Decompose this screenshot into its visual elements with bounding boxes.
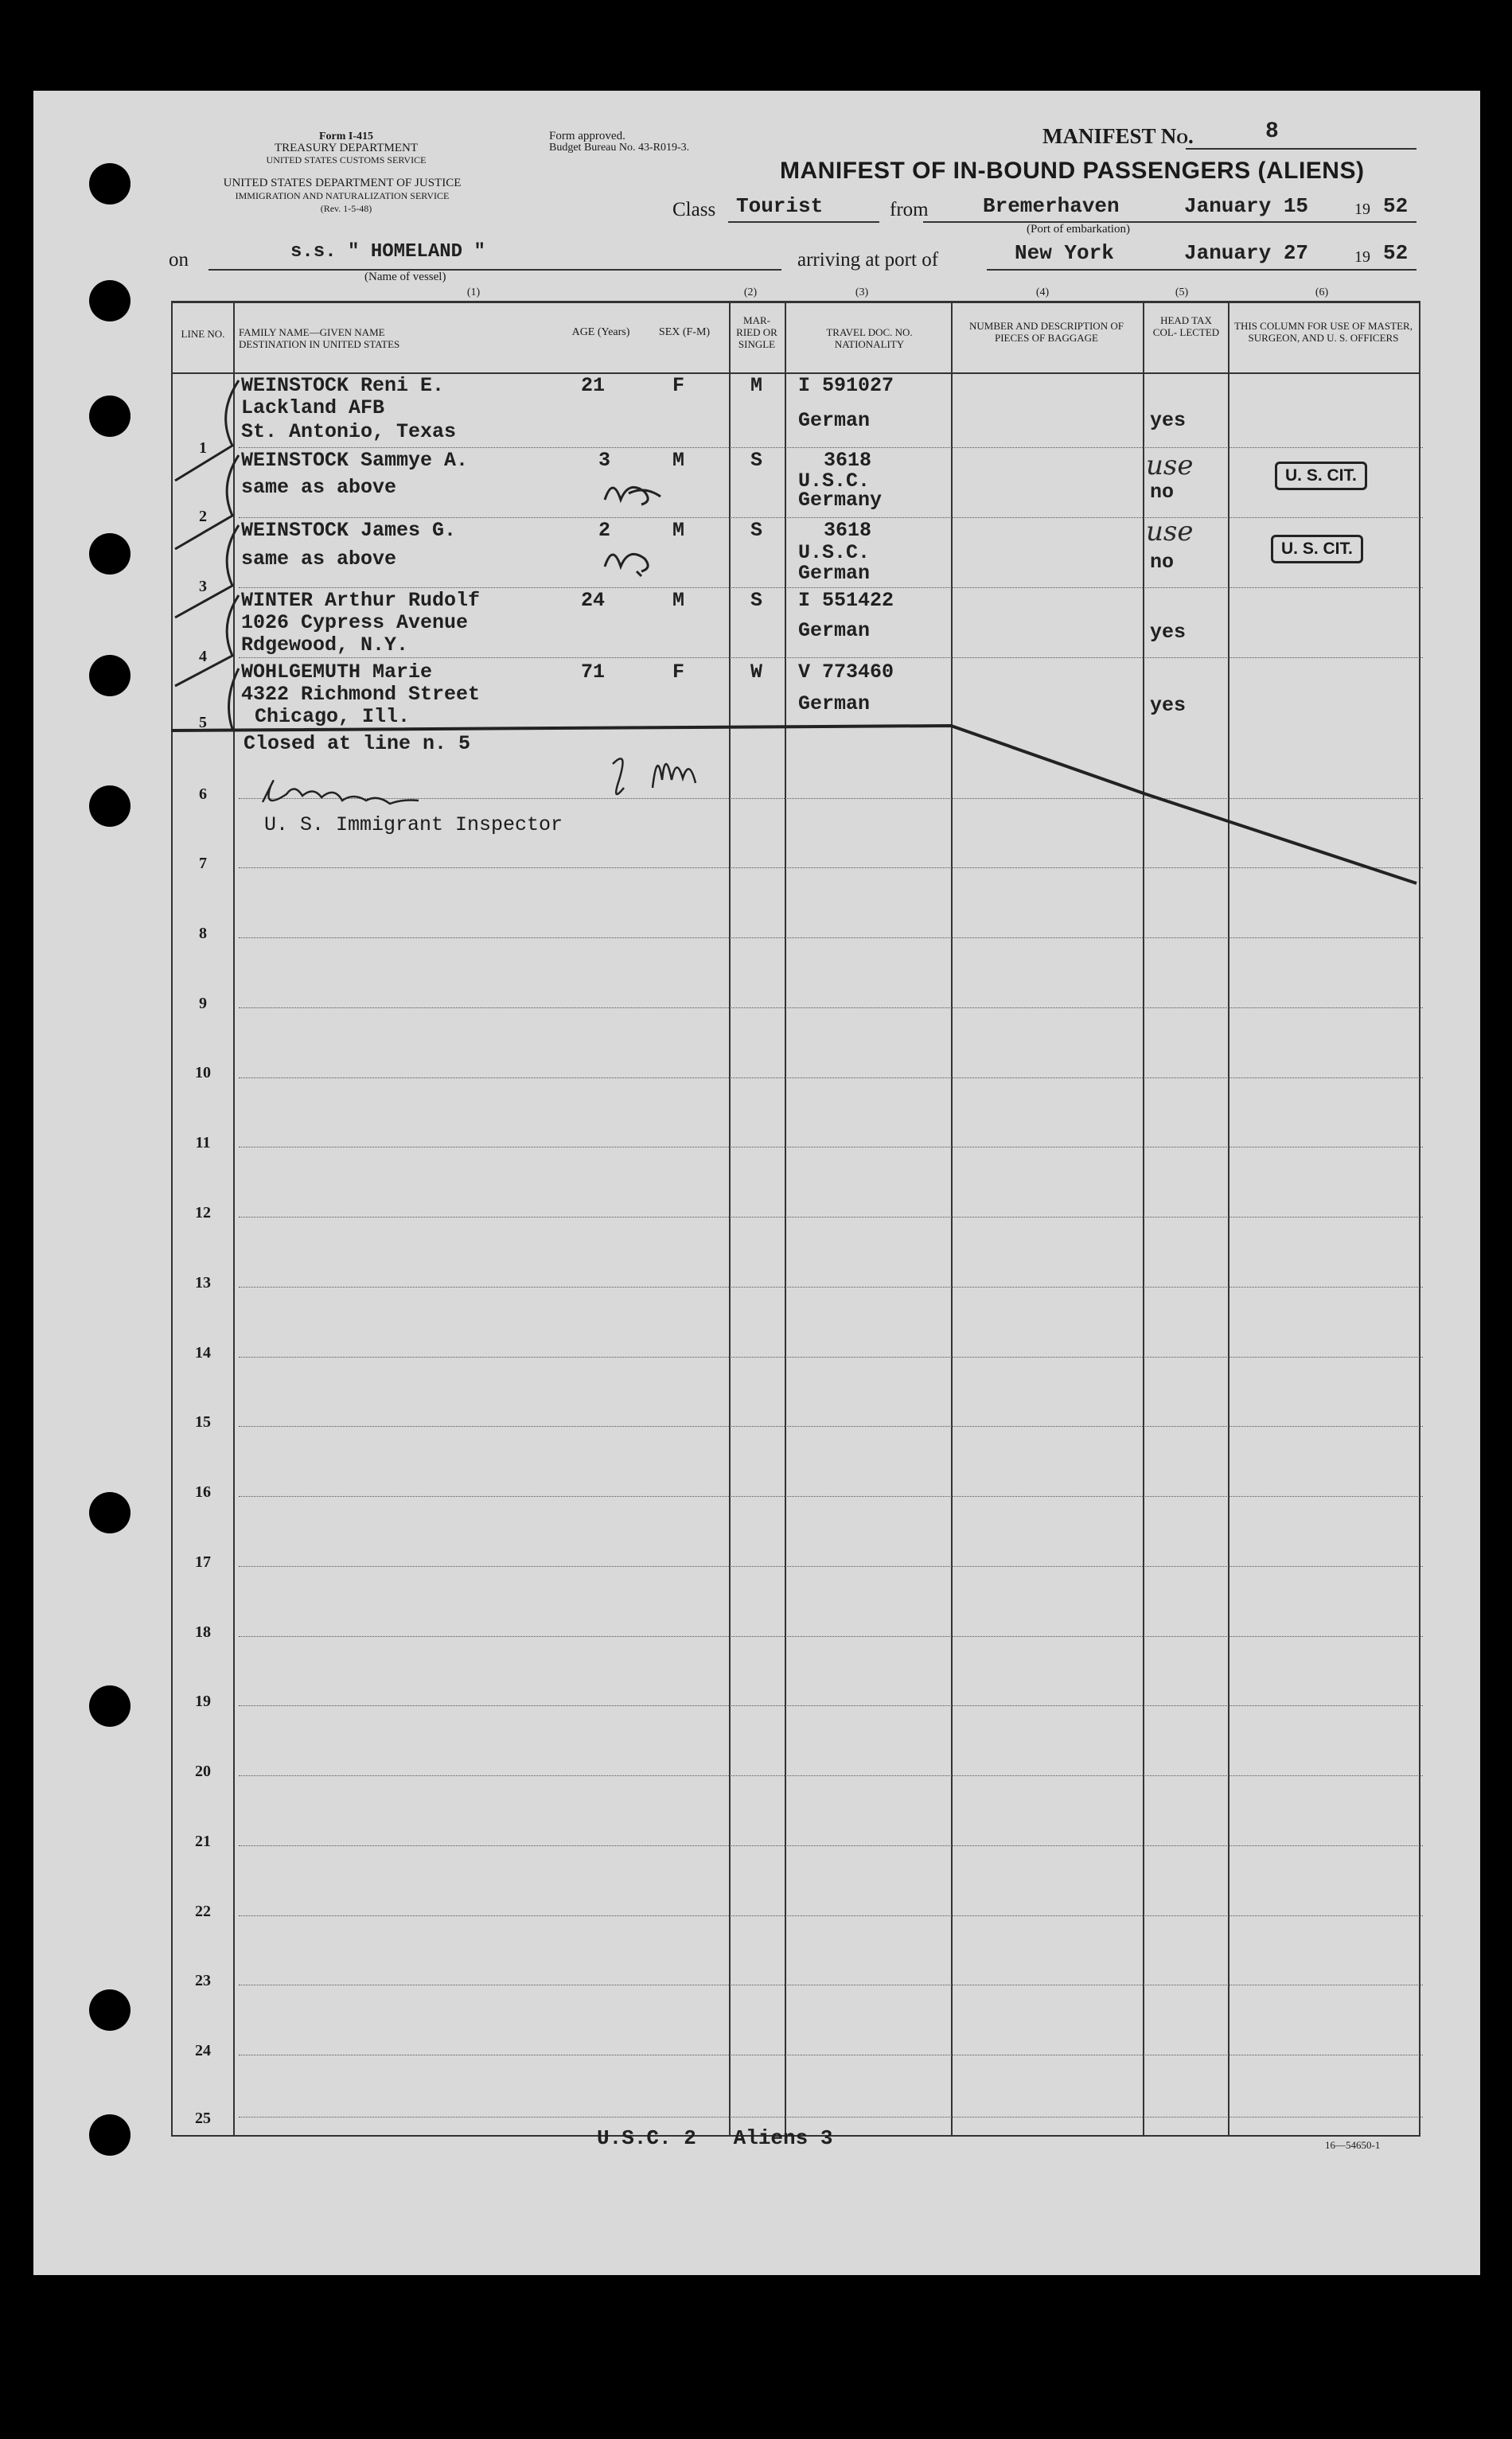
manifest-title: MANIFEST OF IN-BOUND PASSENGERS (ALIENS): [780, 158, 1365, 184]
line-number: 4: [199, 648, 207, 665]
passenger-name: WOHLGEMUTH Marie: [241, 660, 433, 684]
from-date: January 15: [1184, 194, 1309, 218]
entry-bracket: [175, 455, 239, 549]
on-label: on: [169, 249, 189, 271]
line-number: 21: [195, 1833, 211, 1850]
passenger-address: Lackland AFB: [241, 396, 385, 419]
line-number: 11: [195, 1134, 211, 1151]
embark-caption: (Port of embarkation): [1027, 223, 1130, 236]
from-label: from: [890, 199, 929, 220]
passenger-nationality-2: Germany: [798, 489, 883, 512]
passenger-doc: I 551422: [798, 589, 894, 612]
budget-bureau: Budget Bureau No. 43-R019-3.: [549, 142, 690, 154]
passenger-age: 71: [581, 660, 606, 684]
line-number: 6: [199, 785, 207, 803]
initials-mark: [605, 554, 648, 576]
line-number: 3: [199, 578, 207, 595]
entry-bracket: [175, 380, 239, 481]
vessel-caption: (Name of vessel): [364, 271, 446, 283]
passenger-address: same as above: [241, 547, 397, 571]
col-number: (1): [466, 286, 481, 298]
passenger-doc: V 773460: [798, 660, 894, 684]
passenger-age: 21: [581, 374, 606, 397]
from-year: 52: [1383, 194, 1409, 218]
head-tax: no: [1150, 481, 1175, 504]
form-number: Form I-415: [318, 131, 374, 142]
passenger-married: M: [750, 374, 763, 397]
passenger-nationality: German: [798, 692, 871, 715]
passenger-address: same as above: [241, 476, 397, 499]
line-number: 1: [199, 439, 207, 457]
col-number: (6): [1315, 286, 1329, 298]
class-label: Class: [672, 199, 716, 220]
arriving-label: arriving at port of: [797, 249, 939, 271]
line-number: 7: [199, 855, 207, 872]
passenger-nationality: U.S.C.: [798, 541, 871, 564]
passenger-name: WEINSTOCK Sammye A.: [241, 449, 469, 472]
col-head-name: FAMILY NAME—GIVEN NAME DESTINATION IN UNITED STATES: [239, 326, 400, 350]
line-number: 19: [195, 1693, 211, 1710]
passenger-name: WINTER Arthur Rudolf: [241, 589, 481, 612]
entry-bracket: [175, 525, 239, 618]
col-head-headtax: HEAD TAX COL- LECTED: [1152, 314, 1220, 338]
passenger-doc: 3618: [824, 449, 872, 472]
line-number: 23: [195, 1972, 211, 1989]
passenger-married: W: [750, 660, 763, 684]
passenger-doc: I 591027: [798, 374, 894, 397]
passenger-address: 4322 Richmond Street: [241, 683, 481, 706]
entry-bracket: [175, 595, 239, 686]
col-head-baggage: NUMBER AND DESCRIPTION OF PIECES OF BAGGAGE: [969, 320, 1124, 344]
col-number: (4): [1035, 286, 1050, 298]
col-head-travel: TRAVEL DOC. NO. NATIONALITY: [826, 326, 913, 350]
col-head-officers: THIS COLUMN FOR USE OF MASTER, SURGEON, AND U. S. OFFICERS: [1234, 320, 1413, 344]
passenger-sex: F: [672, 660, 685, 684]
year-prefix: 19: [1354, 201, 1370, 218]
usc-stamp: U. S. CIT.: [1275, 462, 1367, 490]
passenger-sex: M: [672, 519, 685, 542]
dept-justice: UNITED STATES DEPARTMENT OF JUSTICE: [223, 177, 462, 189]
from-value: Bremerhaven: [983, 194, 1120, 218]
manifest-no-label: MANIFEST No.: [1042, 124, 1194, 148]
line-number: 5: [199, 714, 207, 731]
line-number: 16: [195, 1483, 211, 1501]
dept-customs: UNITED STATES CUSTOMS SERVICE: [266, 154, 427, 166]
dept-treasury: TREASURY DEPARTMENT: [274, 142, 419, 154]
passenger-sex: M: [672, 589, 685, 612]
passenger-address: St. Antonio, Texas: [241, 420, 457, 443]
passenger-age: 2: [598, 519, 611, 542]
passenger-nationality-2: German: [798, 562, 871, 585]
passenger-married: S: [750, 449, 763, 472]
initials-mark: [605, 487, 661, 505]
line-number: 17: [195, 1553, 211, 1571]
line-number: 12: [195, 1204, 211, 1221]
line-number: 10: [195, 1064, 211, 1081]
vessel-value: s.s. " HOMELAND ": [290, 241, 485, 263]
passenger-age: 24: [581, 589, 606, 612]
inspector-signature: [263, 781, 419, 804]
col-head-sex: SEX (F-M): [658, 326, 711, 338]
line-number: 20: [195, 1763, 211, 1780]
col-head-age: AGE (Years): [571, 326, 630, 338]
passenger-address: Rdgewood, N.Y.: [241, 633, 409, 657]
passenger-married: S: [750, 519, 763, 542]
passenger-address: 1026 Cypress Avenue: [241, 611, 469, 634]
head-tax: yes: [1150, 409, 1187, 432]
port-value: New York: [1015, 241, 1114, 265]
dept-ins: IMMIGRATION AND NATURALIZATION SERVICE: [235, 190, 450, 201]
passenger-name: WEINSTOCK James G.: [241, 519, 457, 542]
passenger-sex: F: [672, 374, 685, 397]
head-tax: yes: [1150, 621, 1187, 644]
line-number: 25: [195, 2110, 211, 2127]
totals-summary: U.S.C. 2 Aliens 3: [597, 2126, 833, 2150]
col-number: (5): [1175, 286, 1189, 298]
inspector-title: U. S. Immigrant Inspector: [264, 813, 563, 836]
print-code: 16—54650-1: [1325, 2139, 1381, 2151]
head-tax: yes: [1150, 694, 1187, 717]
line-number: 9: [199, 995, 207, 1012]
col-number: (2): [743, 286, 758, 298]
passenger-doc: 3618: [824, 519, 872, 542]
line-number: 24: [195, 2042, 211, 2059]
col-head-line: LINE NO.: [181, 328, 225, 340]
line-number: 2: [199, 508, 207, 525]
year-prefix: 19: [1354, 248, 1370, 266]
head-tax: no: [1150, 551, 1175, 574]
passenger-sex: M: [672, 449, 685, 472]
handwritten-use: use: [1146, 516, 1194, 547]
arrive-year: 52: [1383, 241, 1409, 265]
line-number: 14: [195, 1344, 211, 1362]
line-number: 18: [195, 1623, 211, 1641]
passenger-nationality: U.S.C.: [798, 469, 871, 493]
handwritten-use: use: [1146, 450, 1194, 481]
col-number: (3): [855, 286, 869, 298]
passenger-address: Chicago, Ill.: [255, 705, 411, 728]
manifest-no-value: 8: [1265, 119, 1279, 144]
passenger-name: WEINSTOCK Reni E.: [241, 374, 445, 397]
form-approved: Form approved.: [549, 130, 625, 142]
col-head-married: MAR- RIED OR SINGLE: [736, 314, 777, 350]
usc-stamp: U. S. CIT.: [1271, 535, 1363, 563]
arrive-date: January 27: [1184, 241, 1309, 265]
line-number: 8: [199, 925, 207, 942]
passenger-married: S: [750, 589, 763, 612]
class-value: Tourist: [736, 194, 824, 218]
line-number: 13: [195, 1274, 211, 1292]
inspector-initials: [613, 758, 696, 794]
entry-bracket: [229, 668, 240, 729]
passenger-nationality: German: [798, 619, 871, 642]
form-revision: (Rev. 1-5-48): [320, 203, 372, 214]
passenger-nationality: German: [798, 409, 871, 432]
passenger-age: 3: [598, 449, 611, 472]
line-number: 22: [195, 1903, 211, 1920]
closed-at-line: Closed at line n. 5: [244, 732, 471, 755]
line-number: 15: [195, 1413, 211, 1431]
